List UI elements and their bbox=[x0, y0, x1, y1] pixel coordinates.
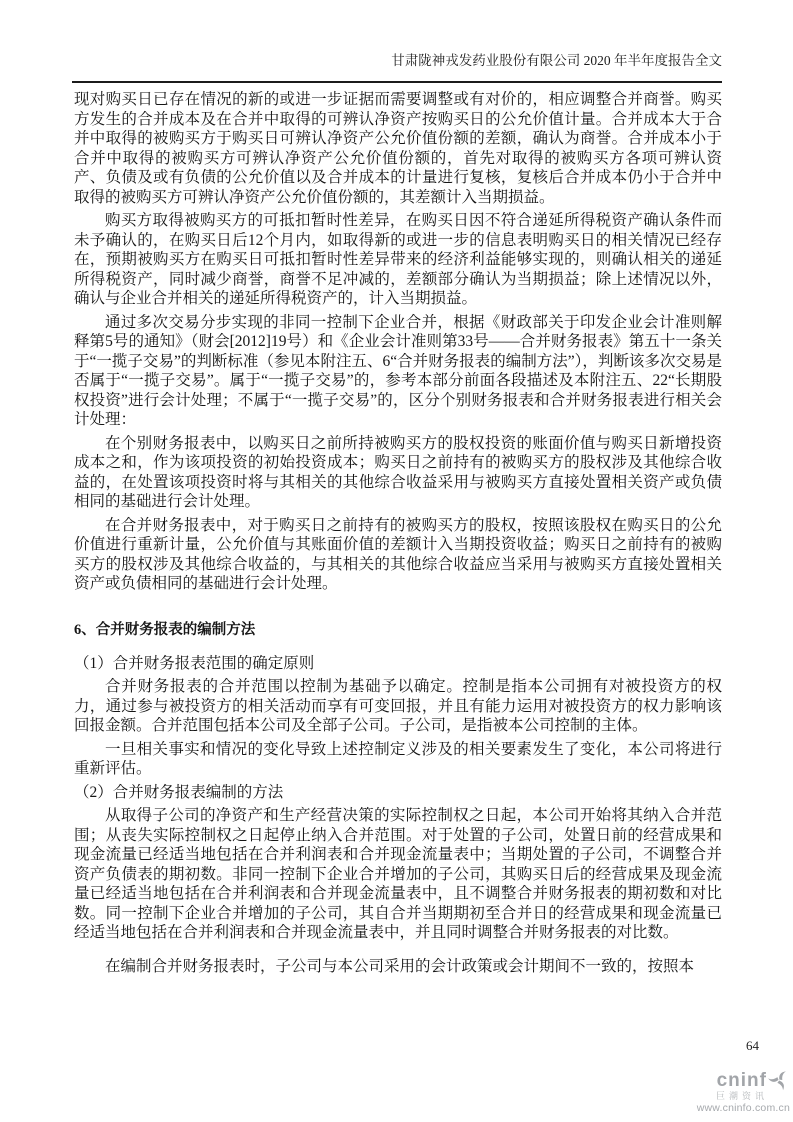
page-header bbox=[72, 52, 722, 83]
paragraph: 合并财务报表的合并范围以控制为基础予以确定。控制是指本公司拥有对被投资方的权力，通过参与被投资方的相关活动而享有可变回报，并且有能力运用对被投资方的权力影响该回报金额。合并范围包括本公司及全部子公司。子公司，是指被本公司控制的主体。 bbox=[74, 678, 722, 734]
subsection-heading: （2）合并财务报表编制的方法 bbox=[74, 783, 284, 801]
paragraph: 在个别财务报表中，以购买日之前所持被购买方的股权投资的账面价值与购买日新增投资成本之和，作为该项投资的初始投资成本；购买日之前持有的被购买方的股权涉及其他综合收益的，在处置该项投资时将与其相关的其他综合收益采用与被购买方直接处置相关资产或负债相同的基础进行会计处理。 bbox=[74, 434, 722, 510]
paragraph: 在编制合并财务报表时，子公司与本公司采用的会计政策或会计期间不一致的，按照本 bbox=[105, 957, 695, 975]
header-title: 甘肃陇神戎发药业股份有限公司 2020 年半年度报告全文 bbox=[391, 53, 722, 68]
section-heading: 6、合并财务报表的编制方法 bbox=[74, 621, 256, 638]
cninfo-logo bbox=[660, 1069, 790, 1114]
cninfo-chinese-name: 巨潮资讯 bbox=[715, 1091, 768, 1101]
paragraph: 在合并财务报表中，对于购买日之前持有的被购买方的股权，按照该股权在购买日的公允价值进行重新计量，公允价值与其账面价值的差额计入当期投资收益；购买日之前持有的被购买方的股权涉及其他综合收益的，与其相关的其他综合收益应当采用与被购买方直接处置相关资产或负债相同的基础进行会计处理。 bbox=[74, 516, 722, 592]
cninfo-wordmark: cninf bbox=[716, 1069, 767, 1091]
cninfo-logo-row bbox=[660, 1069, 790, 1091]
paragraph: 从取得子公司的净资产和生产经营决策的实际控制权之日起，本公司开始将其纳入合并范围；从丧失实际控制权之日起停止纳入合并范围。对于处置的子公司，处置日前的经营成果和现金流量已经适当地包括在合并利润表和合并现金流量表中；当期处置的子公司，不调整合并资产负债表的期初数。非同一控制下企业合并增加的子公司，其购买日后的经营成果及现金流量已经适当地包括在合并利润表和合并现金流量表中，且不调整合并财务报表的期初数和对比数。同一控制下企业合并增加的子公司，其自合并当期期初至合并日的经营成果和现金流量已经适当地包括在合并利润表和合并现金流量表中，并且同时调整合并财务报表的对比数。 bbox=[74, 807, 722, 941]
paragraph: 现对购买日已存在情况的新的或进一步证据而需要调整或有对价的，相应调整合并商誉。购买方发生的合并成本及在合并中取得的可辨认净资产按购买日的公允价值计量。合并成本大于合并中取得的被购买方于购买日可辨认净资产公允价值份额的差额，确认为商誉。合并成本小于合并中取得的被购买方可辨认净资产公允价值份额的，首先对取得的被购买方各项可辨认资产、负债及或有负债的公允价值以及合并成本的计量进行复核，复核后合并成本仍小于合并中取得的被购买方可辨认净资产公允价值份额的，其差额计入当期损益。 bbox=[74, 91, 722, 206]
subsection-heading: （1）合并财务报表范围的确定原则 bbox=[74, 654, 315, 672]
page-number: 64 bbox=[746, 1038, 759, 1053]
paragraph: 一旦相关事实和情况的变化导致上述控制定义涉及的相关要素发生了变化，本公司将进行重新评估。 bbox=[74, 740, 722, 777]
document-body bbox=[74, 90, 722, 980]
cninfo-url: www.cninfo.com.cn bbox=[696, 1102, 790, 1114]
paragraph: 通过多次交易分步实现的非同一控制下企业合并，根据《财政部关于印发企业会计准则解释第5号的通知》（财会[2012]19号）和《企业会计准则第33号——合并财务报表》第五十一条关于“一揽子交易”的判断标准（参见本附注五、6“合并财务报表的编制方法”），判断该多次交易是否属于“一揽子交易”。属于“一揽子交易”的，参考本部分前面各段描述及本附注五、22“长期股权投资”进行会计处理；不属于“一揽子交易”的，区分个别财务报表和合并财务报表进行相关会计处理： bbox=[74, 313, 722, 428]
cninfo-swirl-icon bbox=[768, 1069, 790, 1091]
paragraph: 购买方取得被购买方的可抵扣暂时性差异，在购买日因不符合递延所得税资产确认条件而未予确认的，在购买日后12个月内，如取得新的或进一步的信息表明购买日的相关情况已经存在，预期被购买方在购买日可抵扣暂时性差异带来的经济利益能够实现的，则确认相关的递延所得税资产，同时减少商誉，商誉不足冲减的，差额部分确认为当期损益；除上述情况以外，确认与企业合并相关的递延所得税资产的，计入当期损益。 bbox=[74, 212, 722, 307]
